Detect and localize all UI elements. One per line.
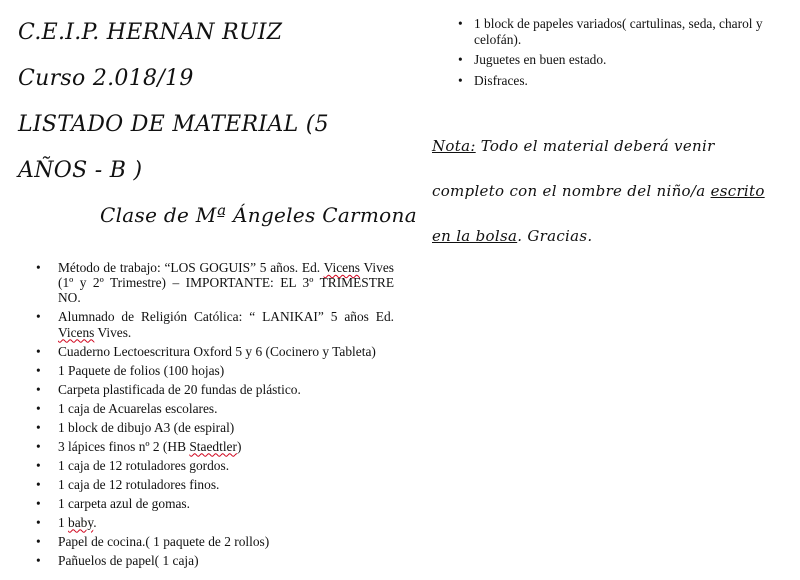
list-item: • Cuaderno Lectoescritura Oxford 5 y 6 (Cocinero y Tableta) bbox=[36, 344, 394, 359]
note-emphasis: escrito en la bolsa bbox=[432, 182, 765, 245]
list-item: • 1 block de papeles variados( cartulinas, seda, charol y celofán). bbox=[458, 16, 778, 47]
list-title-line-1: LISTADO DE MATERIAL (5 bbox=[18, 112, 329, 137]
list-item: • Carpeta plastificada de 20 fundas de plástico. bbox=[36, 382, 394, 397]
spellcheck-word: Staedtler bbox=[189, 438, 237, 454]
list-item: • 1 baby. bbox=[36, 515, 394, 530]
spellcheck-word: Vicens bbox=[323, 260, 361, 275]
list-item: • 1 caja de Acuarelas escolares. bbox=[36, 401, 394, 416]
note-label: Nota: bbox=[432, 137, 476, 155]
list-item: • Pañuelos de papel( 1 caja) bbox=[36, 553, 394, 568]
list-item: • 1 caja de 12 rotuladores gordos. bbox=[36, 458, 394, 473]
list-item: • 1 Paquete de folios (100 hojas) bbox=[36, 363, 394, 378]
list-item: • Método de trabajo: “LOS GOGUIS” 5 años. Ed. Vicens Vives (1º y 2º Trimestre) – IMPORTANTE: EL 3º TRIMESTRE NO. bbox=[36, 260, 394, 306]
list-item: • Juguetes en buen estado. bbox=[458, 52, 778, 68]
note-paragraph: Nota: Todo el material deberá venir completo con el nombre del niño/a escrito en la bolsa. Gracias. bbox=[432, 137, 765, 245]
class-teacher: Clase de Mª Ángeles Carmona bbox=[100, 203, 417, 227]
materials-list bbox=[36, 260, 394, 572]
school-name: C.E.I.P. HERNAN RUIZ bbox=[18, 20, 283, 45]
list-item: • Papel de cocina.( 1 paquete de 2 rollos) bbox=[36, 534, 394, 549]
spellcheck-word: Vicens bbox=[58, 324, 95, 340]
list-item: • 1 block de dibujo A3 (de espiral) bbox=[36, 420, 394, 435]
list-item: • 1 carpeta azul de gomas. bbox=[36, 496, 394, 511]
extra-materials-list bbox=[458, 16, 778, 93]
list-item: • Disfraces. bbox=[458, 73, 778, 89]
list-item: • Alumnado de Religión Católica: “ LANIKAI” 5 años Ed. Vicens Vives. bbox=[36, 309, 394, 339]
list-item: • 1 caja de 12 rotuladores finos. bbox=[36, 477, 394, 492]
list-item: • 3 lápices finos nº 2 (HB Staedtler) bbox=[36, 439, 394, 454]
list-title-line-2: AÑOS - B ) bbox=[18, 158, 143, 183]
course-year: Curso 2.018/19 bbox=[18, 66, 194, 91]
spellcheck-word: baby bbox=[68, 514, 94, 530]
